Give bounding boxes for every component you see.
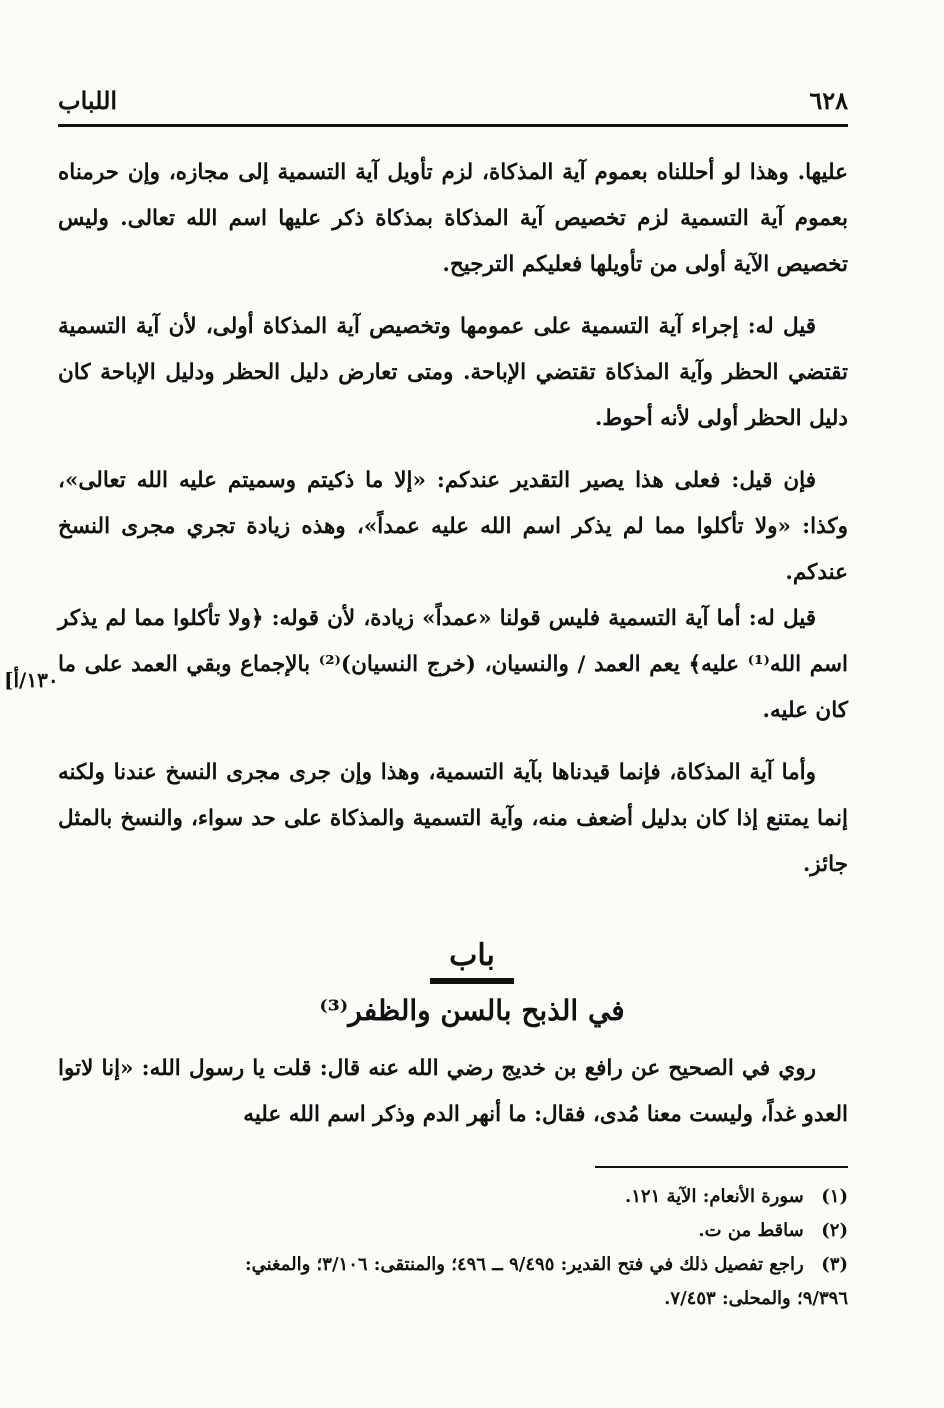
paragraph-text: عليها. وهذا لو أحللناه بعموم آية المذكاة، لزم تأويل آية التسمية إلى مجازه، وإن حرمناه بعموم آية التسمية لزم تخصيص آية المذكاة بمذكاة ذكر عليها اسم الله تعالى. وليس تخصيص الآية أولى من تأويلها فعليكم الترجيح. xyxy=(58,160,848,277)
paragraph xyxy=(58,150,848,288)
footnote-number: (٢) xyxy=(821,1220,848,1241)
chapter-text xyxy=(58,1046,848,1138)
footnote-text: سورة الأنعام: الآية ١٢١. xyxy=(624,1186,804,1207)
paragraph-text: روي في الصحيح عن رافع بن خديج رضي الله عنه قال: قلت يا رسول الله: «إنا لاتوا العدو غداً، وليست معنا مُدى، فقال: ما أنهر الدم وذكر اسم الله عليه xyxy=(58,1056,848,1127)
header-rule xyxy=(58,124,848,127)
page-number: ٦٢٨ xyxy=(809,86,848,115)
chapter-label-underline xyxy=(430,978,514,984)
footnote xyxy=(58,1248,848,1282)
running-title: اللباب xyxy=(58,86,118,115)
footnote xyxy=(58,1214,848,1248)
footnote-separator xyxy=(595,1166,848,1168)
paragraph-text: قيل له: إجراء آية التسمية على عمومها وتخصيص آية المذكاة أولى، لأن آية التسمية تقتضي الحظر وآية المذكاة تقتضي الإباحة. ومتى تعارض دليل الحظر ودليل الإباحة كان دليل الحظر أولى لأنه أحوط. xyxy=(58,314,848,431)
paragraph-text: فإن قيل: فعلى هذا يصير التقدير عندكم: «إلا ما ذكيتم وسميتم عليه الله تعالى»، وكذا: «ولا تأكلوا مما لم يذكر اسم الله عليه عمداً»، وهذه زيادة تجري مجرى النسخ عندكم. xyxy=(58,468,848,585)
chapter-title: في الذبح بالسن والظفر⁽³⁾ xyxy=(319,994,625,1027)
paragraph xyxy=(58,304,848,442)
footnote-text: راجع تفصيل ذلك في فتح القدير: ٩/٤٩٥ ــ ٤٩٦؛ والمنتقى: ٣/١٠٦؛ والمغني: xyxy=(244,1254,804,1275)
folio-margin-note: ١٣٠/أ] xyxy=(4,668,59,692)
footnotes xyxy=(58,1180,848,1316)
paragraph xyxy=(58,1046,848,1138)
footnote-continuation: ٩/٣٩٦؛ والمحلى: ٧/٤٥٣. xyxy=(664,1288,848,1309)
main-text xyxy=(58,150,848,888)
paragraph xyxy=(58,750,848,888)
page-header xyxy=(58,86,848,122)
chapter-heading xyxy=(0,934,944,1036)
paragraph-text: وأما آية المذكاة، فإنما قيدناها بآية التسمية، وهذا وإن جرى مجرى النسخ عندنا ولكنه إنما يمتنع إذا كان بدليل أضعف منه، وآية التسمية والمذكاة على حد سواء، والنسخ بالمثل جائز. xyxy=(58,760,848,877)
footnote-number: (٣) xyxy=(821,1254,848,1275)
paragraph xyxy=(58,596,848,734)
chapter-label: باب xyxy=(449,938,495,973)
paragraph-text: قيل له: أما آية التسمية فليس قولنا «عمداً» زيادة، لأن قوله: ﴿ولا تأكلوا مما لم يذكر اسم الله⁽¹⁾ عليه﴾ يعم العمد / والنسيان، (خرج النسيان)⁽²⁾ بالإجماع وبقي العمد على ما كان عليه. xyxy=(58,606,849,723)
paragraph xyxy=(58,458,848,596)
footnote xyxy=(58,1180,848,1214)
footnote-text: ساقط من ت. xyxy=(698,1220,804,1241)
footnote-number: (١) xyxy=(821,1186,848,1207)
